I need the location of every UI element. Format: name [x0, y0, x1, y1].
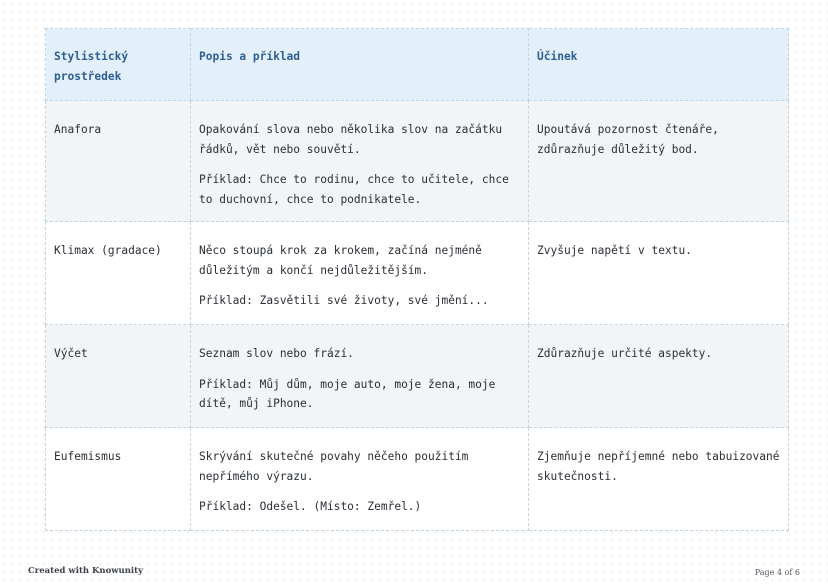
- table-row: [46, 101, 789, 222]
- row-effect: Zvyšuje napětí v textu.: [529, 222, 789, 325]
- row-example: Příklad: Zasvětili své životy, své jmění...: [199, 294, 489, 307]
- row-example: Příklad: Chce to rodinu, chce to učitele, chce to duchovní, chce to podnikatele.: [199, 173, 509, 206]
- row-example: Příklad: Odešel. (Místo: Zemřel.): [199, 500, 422, 513]
- row-effect: Upoutává pozornost čtenáře, zdůrazňuje důležitý bod.: [529, 101, 789, 222]
- table-row: [46, 325, 789, 428]
- row-description-cell: [191, 428, 529, 531]
- table-row: [46, 428, 789, 531]
- row-description: Něco stoupá krok za krokem, začíná nejméně důležitým a končí nejdůležitějším.: [199, 244, 482, 277]
- page-number: Page 4 of 6: [754, 568, 800, 577]
- row-term: Eufemismus: [46, 428, 191, 531]
- table-row: [46, 222, 789, 325]
- row-term: Anafora: [46, 101, 191, 222]
- row-description: Skrývání skutečné povahy něčeho použitím nepřímého výrazu.: [199, 450, 469, 483]
- row-description-cell: [191, 222, 529, 325]
- row-term: Výčet: [46, 325, 191, 428]
- row-example: Příklad: Můj dům, moje auto, moje žena, moje dítě, můj iPhone.: [199, 377, 496, 410]
- row-description: Opakování slova nebo několika slov na začátku řádků, vět nebo souvětí.: [199, 123, 503, 156]
- table-header-row: [46, 29, 789, 101]
- header-description: Popis a příklad: [191, 29, 529, 101]
- stylistic-devices-table: [45, 28, 789, 531]
- header-effect: Účinek: [529, 29, 789, 101]
- row-effect: Zjemňuje nepříjemné nebo tabuizované skutečnosti.: [529, 428, 789, 531]
- row-description: Seznam slov nebo frází.: [199, 347, 354, 360]
- row-description-cell: [191, 325, 529, 428]
- row-term: Klimax (gradace): [46, 222, 191, 325]
- row-description-cell: [191, 101, 529, 222]
- header-term: Stylistický prostředek: [46, 29, 191, 101]
- row-effect: Zdůrazňuje určité aspekty.: [529, 325, 789, 428]
- footer-credit: Created with Knowunity: [28, 566, 144, 576]
